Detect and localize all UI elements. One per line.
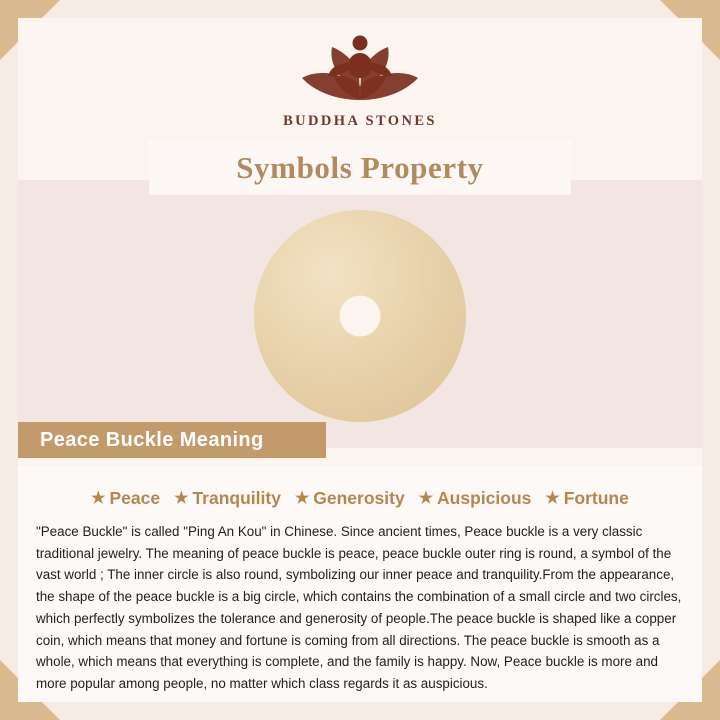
section-ribbon-label: Peace Buckle Meaning [40,428,264,451]
product-band [18,180,702,448]
keyword-item [295,488,405,509]
inner-frame [18,18,702,702]
keyword-label: Generosity [313,488,405,508]
peace-buckle-disc-icon [254,210,466,422]
star-icon: ★ [545,489,560,507]
star-icon: ★ [174,489,189,507]
keyword-label: Tranquility [192,488,281,508]
star-icon: ★ [418,489,434,507]
disc-center-hole [340,296,381,337]
keyword-label: Peace [109,488,161,508]
keyword-list [34,480,686,519]
brand-logo-block [18,30,702,130]
description-paragraph: "Peace Buckle" is called "Ping An Kou" in Chinese. Since ancient times, Peace buckle is a very classic traditional jewelry. The meaning of peace buckle is peace, peace buckle outer ring is round, a symbol of the vast world ; The inner circle is also round, symbolizing our inner peace and tranquility.From the appearance, the shape of the peace buckle is a big circle, which contains the combination of a small circle and two circles, which perfectly symbolizes the tolerance and generosity of people.The peace buckle is shaped like a copper coin, which means that money and fortune is coming from all directions. The peace buckle is smooth as a whole, which means that everything is complete, and the family is happy. Now, Peace buckle is more and more popular among people, no matter which class regards it as auspicious. [36,524,682,691]
keyword-item [174,488,281,509]
keyword-item [91,488,160,509]
brand-name: BUDDHA STONES [283,113,437,129]
lotus-meditation-icon [285,91,435,108]
keyword-label: Auspicious [437,488,532,508]
star-icon: ★ [294,489,310,507]
page-title: Symbols Property [236,150,484,185]
star-icon: ★ [91,489,106,507]
keyword-item [419,488,532,509]
title-plate [150,142,570,194]
section-ribbon [18,422,326,458]
keyword-item [545,488,628,509]
keyword-label: Fortune [563,488,629,508]
body-panel [18,466,702,702]
